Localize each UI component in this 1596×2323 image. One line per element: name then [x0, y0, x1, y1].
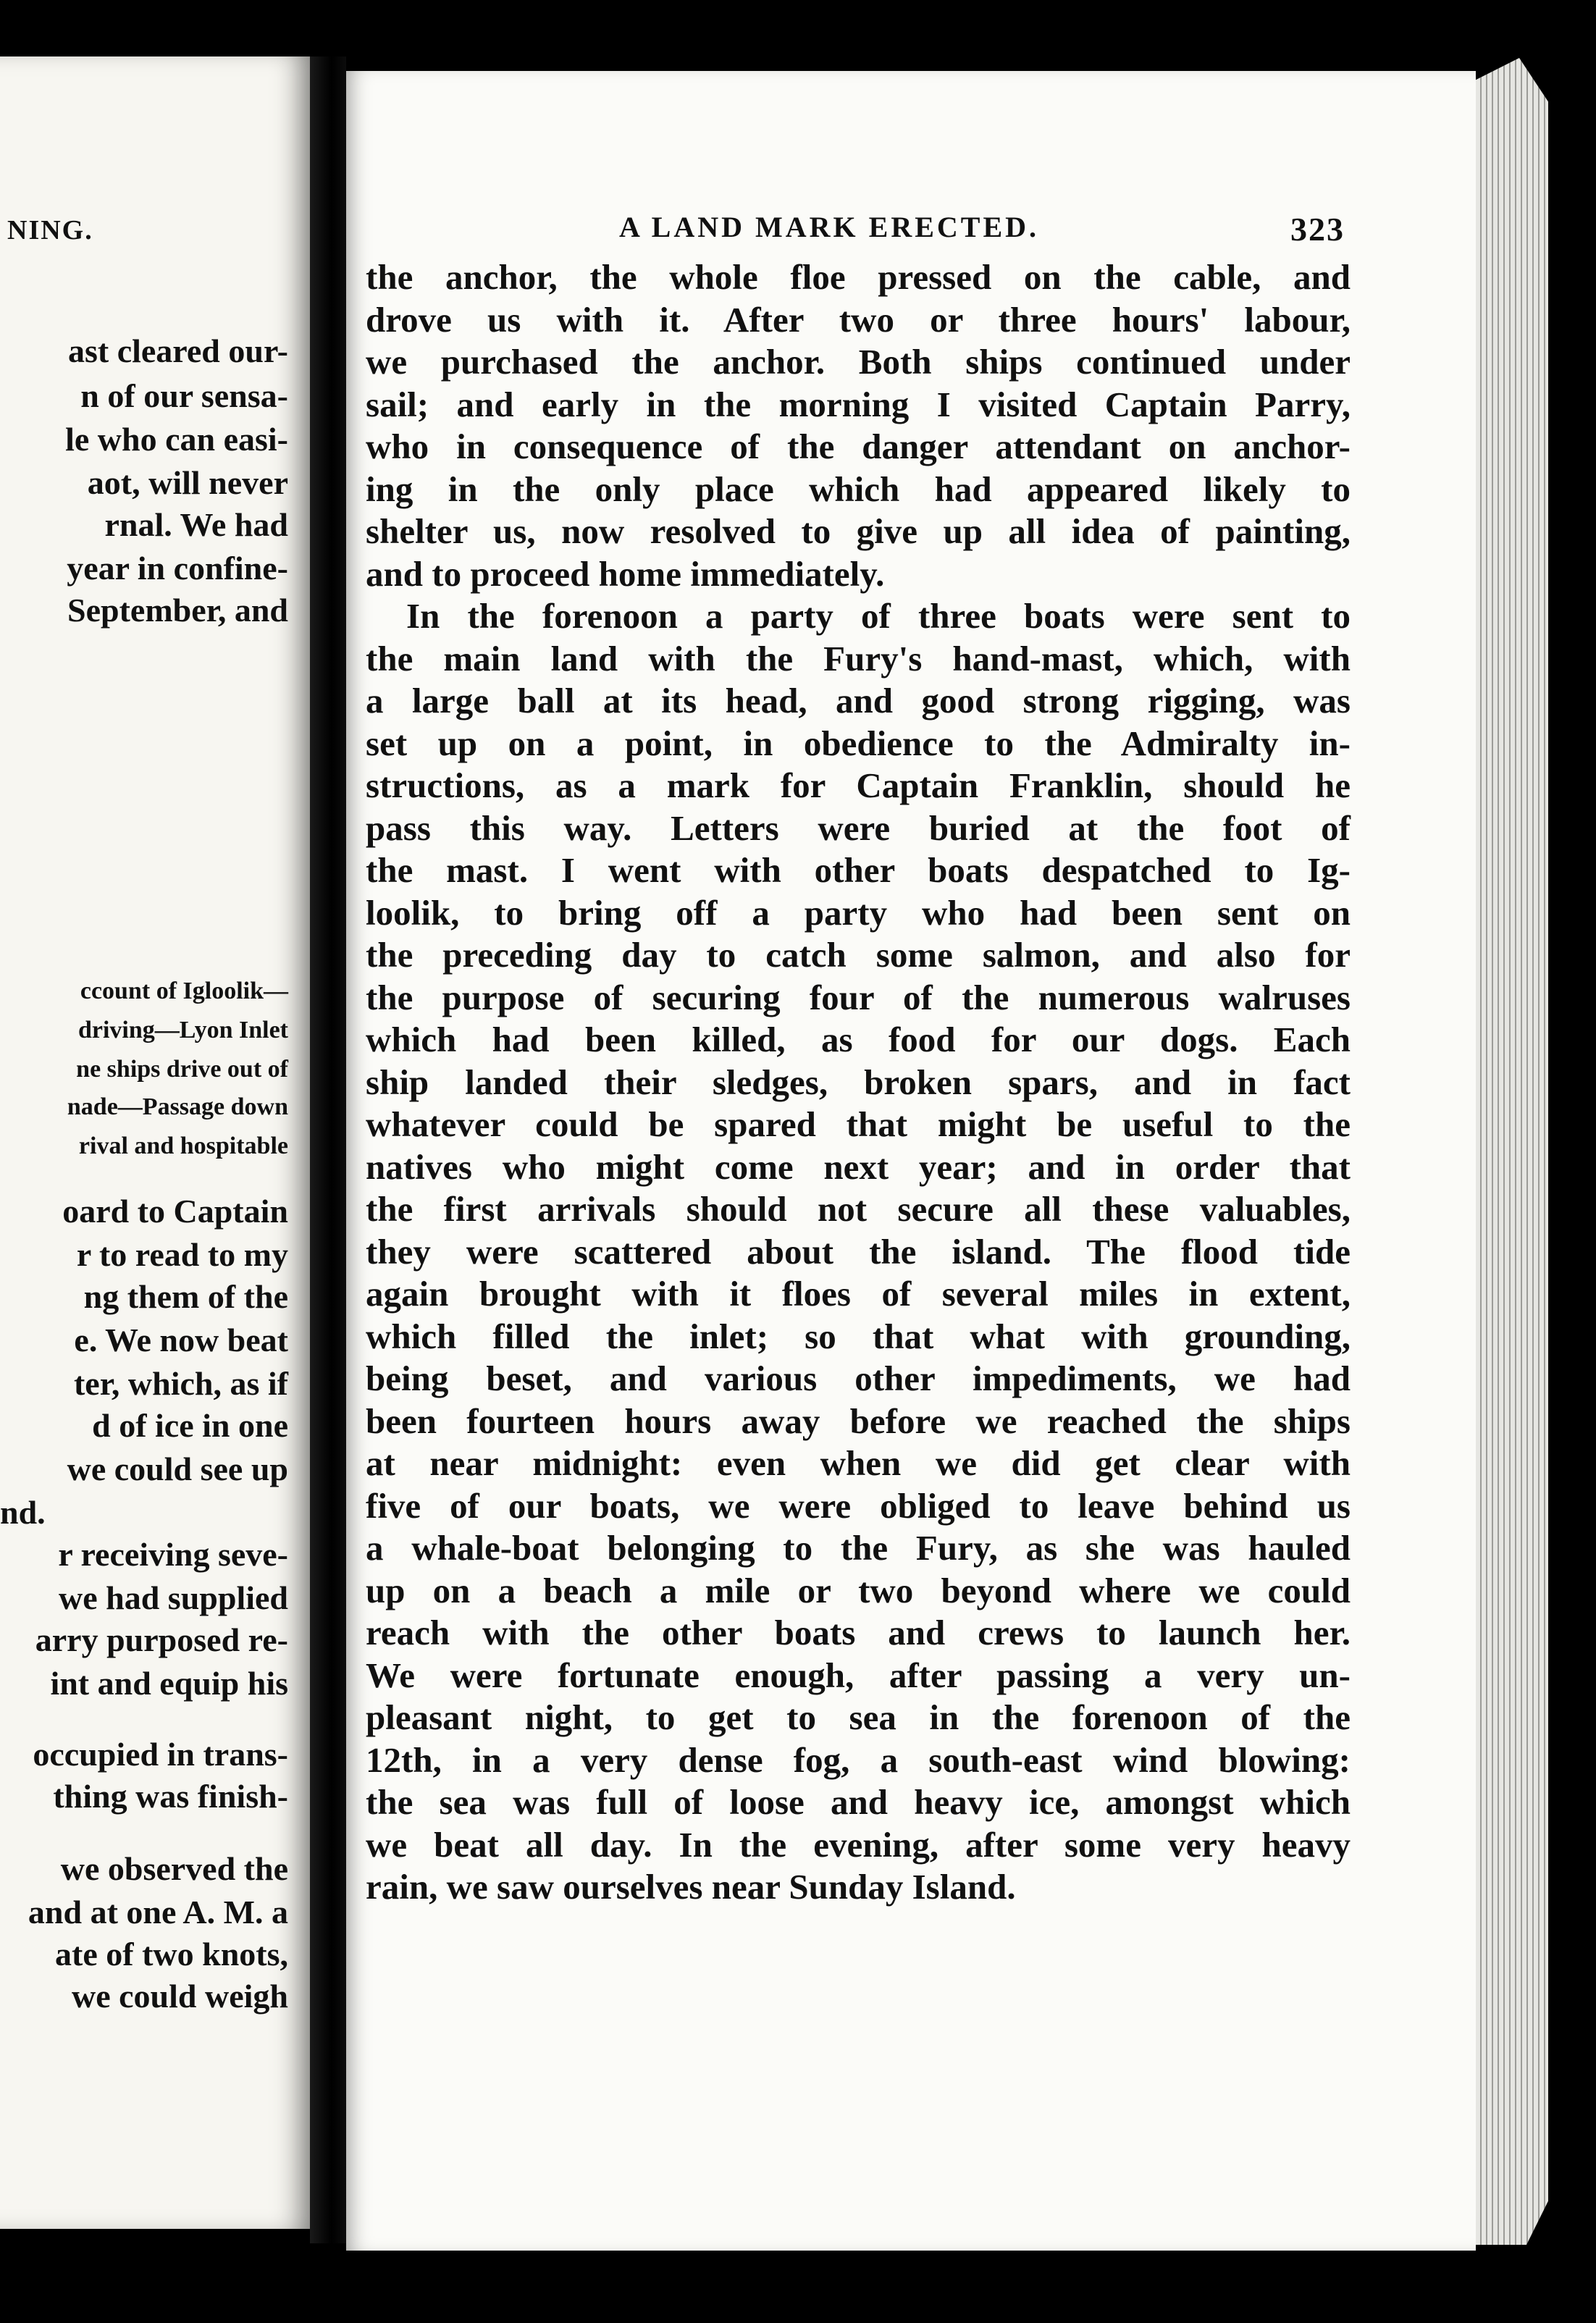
text-line: sail; and early in the morning I visited Captain Parry, [366, 384, 1351, 424]
text-line: which had been killed, as food for our dogs. Each [366, 1020, 1351, 1059]
left-line: rnal. We had [104, 506, 288, 543]
text-line: at near midnight: even when we did get clear with [366, 1443, 1351, 1483]
text-line: the sea was full of loose and heavy ice, amongst which [366, 1782, 1351, 1822]
text-line: drove us with it. After two or three hours' labour, [366, 299, 1351, 340]
left-line: occupied in trans- [33, 1736, 288, 1773]
left-summary-line: rival and hospitable [78, 1133, 288, 1159]
left-line: ast cleared our- [67, 332, 288, 369]
text-line: the main land with the Fury's hand-mast, which, with [366, 638, 1351, 679]
text-line: we purchased the anchor. Both ships continued under [366, 342, 1351, 382]
left-line: n of our sensa- [80, 377, 288, 414]
text-line: we beat all day. In the evening, after some very heavy [366, 1824, 1351, 1865]
left-line: ng them of the [83, 1278, 288, 1315]
text-line: which filled the inlet; so that what with grounding, [366, 1316, 1351, 1356]
left-summary-line: driving—Lyon Inlet [77, 1017, 288, 1043]
text-line: the first arrivals should not secure all these valuables, [366, 1189, 1351, 1229]
text-line: ing in the only place which had appeared likely to [366, 469, 1351, 509]
text-line: whatever could be spared that might be useful to the [366, 1104, 1351, 1144]
text-line: the anchor, the whole floe pressed on the cable, and [366, 257, 1351, 297]
text-line: 12th, in a very dense fog, a south-east wind blowing: [366, 1739, 1351, 1780]
text-line: and to proceed home immediately. [366, 553, 885, 594]
text-line: five of our boats, we were obliged to leave behind us [366, 1485, 1351, 1526]
left-line: r receiving seve- [58, 1536, 288, 1573]
text-line: been fourteen hours away before we reached the ships [366, 1400, 1351, 1441]
text-line: natives who might come next year; and in order that [366, 1146, 1351, 1187]
left-line: ate of two knots, [55, 1936, 288, 1973]
left-line: le who can easi- [65, 421, 288, 458]
page-edges [1476, 58, 1548, 2245]
text-line: loolik, to bring off a party who had been sent on [366, 892, 1351, 933]
left-line: thing was finish- [53, 1778, 288, 1815]
left-line: September, and [67, 592, 288, 629]
left-summary-line: ccount of Igloolik— [80, 978, 288, 1004]
left-line: nd. [0, 1494, 46, 1531]
text-line: reach with the other boats and crews to launch her. [366, 1613, 1351, 1652]
left-line: year in confine- [67, 550, 288, 587]
left-line: ter, which, as if [73, 1365, 288, 1402]
left-line: int and equip his [50, 1665, 288, 1702]
text-line: a whale-boat belonging to the Fury, as she was hauled [366, 1528, 1351, 1568]
left-line: we could see up [67, 1450, 288, 1487]
text-line: the purpose of securing four of the numerous walruses [366, 977, 1351, 1017]
left-line: we could weigh [72, 1978, 288, 2015]
left-line: we observed the [60, 1850, 288, 1887]
left-page-header: NING. [7, 215, 93, 245]
running-head: A LAND MARK ERECTED. [619, 211, 1040, 243]
text-line: again brought with it floes of several miles in extent, [366, 1274, 1351, 1314]
page-number: 323 [1290, 211, 1345, 248]
left-line: d of ice in one [92, 1407, 288, 1444]
text-line: pleasant night, to get to sea in the forenoon of the [366, 1697, 1351, 1737]
text-line: who in consequence of the danger attendant on anchor- [366, 427, 1351, 466]
left-line: we had supplied [58, 1579, 288, 1616]
text-line: pass this way. Letters were buried at the foot of [366, 807, 1351, 848]
left-line: oard to Captain [62, 1193, 288, 1230]
text-line: set up on a point, in obedience to the Admiralty in- [366, 723, 1351, 763]
text-line: the preceding day to catch some salmon, and also for [366, 935, 1351, 975]
text-line: shelter us, now resolved to give up all idea of painting, [366, 511, 1351, 551]
text-line: structions, as a mark for Captain Franklin, should he [366, 765, 1351, 805]
text-line: a large ball at its head, and good strong rigging, was [366, 681, 1351, 721]
text-line: rain, we saw ourselves near Sunday Island. [366, 1867, 1016, 1907]
text-line: ship landed their sledges, broken spars, and in fact [366, 1062, 1351, 1102]
left-line: e. We now beat [74, 1322, 288, 1358]
text-line: up on a beach a mile or two beyond where we could [366, 1570, 1351, 1610]
left-line: aot, will never [87, 464, 288, 501]
left-summary-line: nade—Passage down [67, 1093, 288, 1120]
left-line: arry purposed re- [35, 1621, 288, 1658]
text-line: In the forenoon a party of three boats were sent to [406, 596, 1351, 636]
text-line: the mast. I went with other boats despatched to Ig- [366, 850, 1351, 890]
book-spine [310, 56, 346, 2243]
left-line: and at one A. M. a [28, 1894, 288, 1931]
left-summary-line: ne ships drive out of [76, 1056, 288, 1083]
text-line: We were fortunate enough, after passing a very un- [366, 1655, 1351, 1695]
left-page [0, 56, 310, 2229]
left-line: r to read to my [76, 1236, 288, 1273]
text-line: they were scattered about the island. The flood tide [366, 1231, 1351, 1272]
text-line: being beset, and various other impediments, we had [366, 1358, 1351, 1398]
